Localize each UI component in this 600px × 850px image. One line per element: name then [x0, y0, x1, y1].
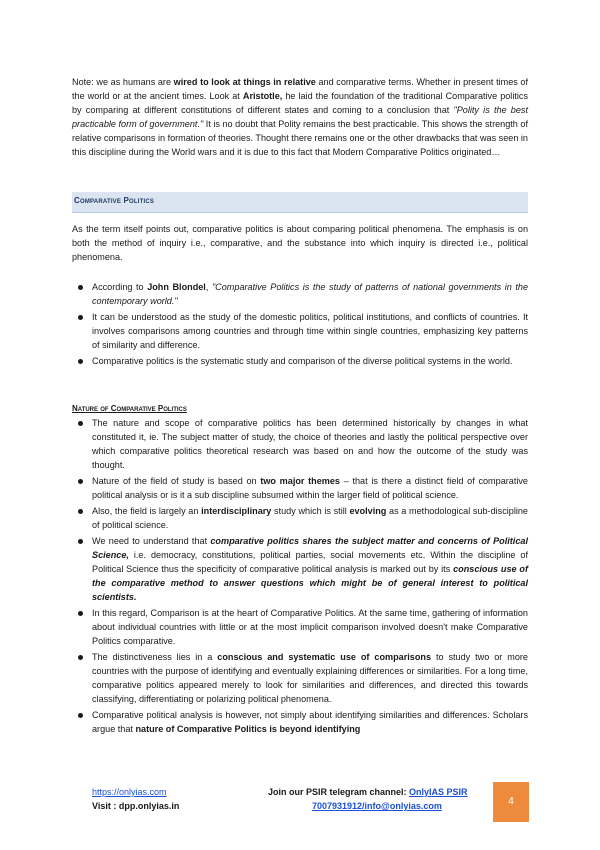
list-item: [72, 534, 528, 604]
bold-italic-text: comparative politics shares the subject matter and concerns of Political Science,: [92, 536, 528, 560]
bullet-icon: [78, 713, 83, 718]
website-link[interactable]: https://onlyias.com: [92, 787, 167, 797]
text-run: and comparative terms. Whether in present times of the world or at the ancient times. Look at: [72, 77, 529, 101]
text-run: Note: we as humans are: [72, 77, 174, 87]
bullet-icon: [78, 655, 83, 660]
definition-list: [72, 280, 528, 370]
bullet-icon: [78, 539, 83, 544]
bold-text: evolving: [349, 506, 387, 516]
bullet-icon: [78, 285, 83, 290]
page-footer: [0, 782, 600, 832]
text-run: The nature and scope of comparative politics has been determined historically by changes in what constituted it, ie. The subject matter of study, the choice of theories and lastly the political perspective over which comparative politics theoretical research was based on and how the outcome of the study was thought.: [92, 418, 528, 470]
text-run: Comparative political analysis is however, not simply about identifying similarities and differences. Scholars argue that: [92, 710, 528, 734]
telegram-link[interactable]: OnlyIAS PSIR: [409, 787, 468, 797]
bold-text: John Blondel: [147, 282, 206, 292]
list-item: [72, 354, 528, 368]
bullet-icon: [78, 611, 83, 616]
telegram-line: [268, 787, 468, 797]
text-run: – that is there a distinct field of comparative political analysis or is it a sub discipline subsumed within the larger field of political science.: [92, 476, 528, 500]
section-heading-band: [72, 192, 528, 213]
text-run: Nature of the field of study is based on: [92, 476, 261, 486]
list-item: [72, 416, 528, 472]
subsection-heading: Nature of Comparative Politics: [72, 404, 187, 413]
text-run: Comparative politics is the systematic study and comparison of the diverse political systems in the world.: [92, 356, 513, 366]
bold-text: nature of Comparative Politics is beyond identifying: [135, 724, 361, 734]
text-run: It is no doubt that Polity remains the best practicable. This shows the strength of relative comparisons in formation of theories. Thought there remains one or the other drawbacks that was seen in this discipline during the World wars and it is due to this fact that Modern Comparative Politics originated…: [72, 119, 528, 157]
intro-paragraph: As the term itself points out, comparative politics is about comparing political phenomena. The emphasis is on both the method of inquiry i.e., comparative, and the substance into which inquiry is directed i.e., political phenomena.: [72, 224, 528, 262]
list-item: [72, 650, 528, 706]
bold-text: interdisciplinary: [201, 506, 272, 516]
list-item: [72, 606, 528, 648]
contact-link[interactable]: 7007931912/info@onlyias.com: [312, 801, 442, 811]
bullet-icon: [78, 359, 83, 364]
text-run: i.e. democracy, constitutions, political parties, social movements etc. Within the discipline of Political Science thus the specificity of comparative political analysis is marked out by its: [92, 550, 528, 574]
bullet-icon: [78, 315, 83, 320]
text-run: Also, the field is largely an: [92, 506, 202, 516]
nature-list: [72, 416, 528, 738]
bold-italic-text: conscious use of the comparative method to answer questions which might be of general interest to political scientists.: [92, 564, 528, 602]
visit-text: Visit : dpp.onlyias.in: [92, 801, 180, 811]
text-run: ,: [205, 282, 212, 292]
list-item: [72, 310, 528, 352]
italic-quote: "Comparative Politics is the study of patterns of national governments in the contemporary world.": [92, 282, 529, 306]
text-run: In this regard, Comparison is at the heart of Comparative Politics. At the same time, gathering of information about individual countries with little or at the most implicit comparison involved doesn't make Comparative Politics comparative.: [92, 608, 528, 646]
bullet-icon: [78, 421, 83, 426]
text-run: as a methodological sub-discipline of political science.: [92, 506, 528, 530]
text-run: he laid the foundation of the traditional Comparative politics by comparing at different constitutions of different states and coming to a conclusion that: [72, 91, 528, 115]
section-heading: Comparative Politics: [74, 196, 155, 205]
bullet-icon: [78, 509, 83, 514]
text-run: study which is still: [271, 506, 350, 516]
telegram-prefix: Join our PSIR telegram channel:: [268, 787, 410, 797]
bold-text: wired to look at things in relative: [173, 77, 316, 87]
bold-text: Aristotle,: [242, 91, 283, 101]
text-run: to study two or more countries with the purpose of identifying and eventually explaining differences or similarities. For a long time, comparative politics appeared merely to look for similarities and differences, and directed this towards classifying, differentiating or polarizing political phenomena.: [92, 652, 528, 704]
text-run: According to: [92, 282, 148, 292]
note-paragraph: [72, 75, 528, 159]
bold-text: conscious and systematic use of comparisons: [217, 652, 432, 662]
text-run: It can be understood as the study of the domestic politics, political institutions, and conflicts of countries. It involves comparisons among countries and through time within single countries, emphasizing key patterns of similarity and difference.: [92, 312, 528, 350]
list-item: [72, 708, 528, 736]
bold-text: two major themes: [260, 476, 340, 486]
list-item: [72, 504, 528, 532]
list-item: [72, 474, 528, 502]
list-item: [72, 280, 528, 308]
bullet-icon: [78, 479, 83, 484]
italic-quote: "Polity is the best practicable form of government.": [72, 105, 528, 129]
text-run: The distinctiveness lies in a: [92, 652, 218, 662]
page-number-badge: 4: [493, 782, 529, 822]
text-run: We need to understand that: [92, 536, 211, 546]
